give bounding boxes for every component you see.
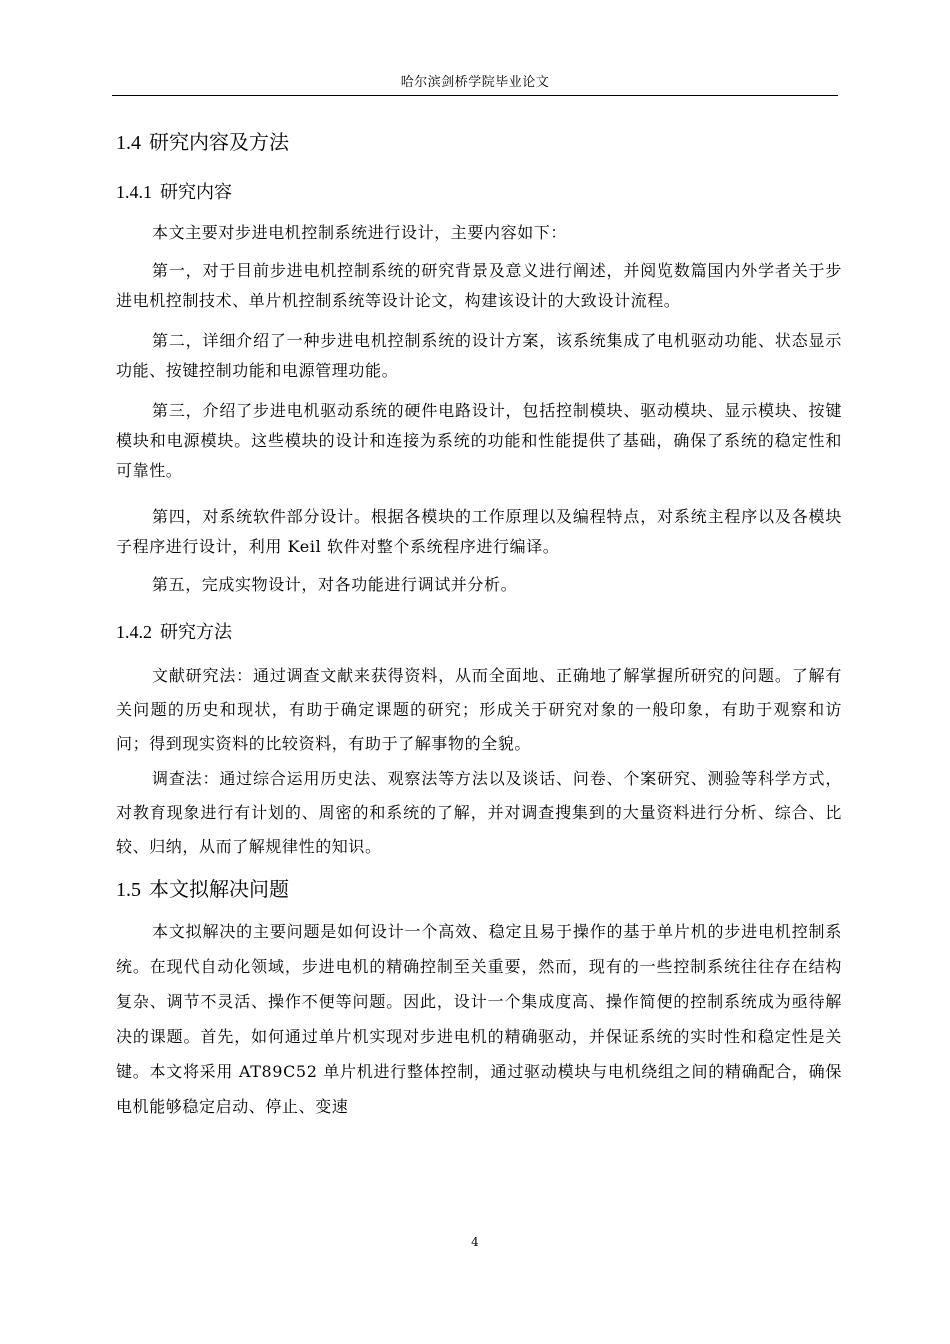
heading-1-4-1-title: 研究内容	[160, 182, 232, 203]
heading-1-5-number: 1.5	[116, 879, 141, 901]
paragraph-intro: 本文主要对步进电机控制系统进行设计，主要内容如下：	[152, 223, 568, 242]
paragraph-third: 第三，介绍了步进电机驱动系统的硬件电路设计，包括控制模块、驱动模块、显示模块、按键模块和电源模块。这些模块的设计和连接为系统的功能和性能提供了基础，确保了系统的稳定性和可靠性。	[116, 401, 842, 480]
heading-1-4-number: 1.4	[116, 132, 141, 154]
heading-1-5-title: 本文拟解决问题	[149, 877, 289, 901]
heading-1-4-2-number: 1.4.2	[116, 622, 152, 642]
paragraph-second: 第二，详细介绍了一种步进电机控制系统的设计方案，该系统集成了电机驱动功能、状态显示功能、按键控制功能和电源管理功能。	[116, 331, 842, 380]
heading-1-4-2	[116, 618, 232, 644]
paragraph-fifth: 第五，完成实物设计，对各功能进行调试并分析。	[152, 575, 518, 594]
paragraph-fourth: 第四，对系统软件部分设计。根据各模块的工作原理以及编程特点，对系统主程序以及各模块子程序进行设计，利用 Keil 软件对整个系统程序进行编译。	[116, 507, 842, 556]
heading-1-4	[116, 126, 289, 155]
header-rule	[112, 95, 838, 96]
heading-1-4-title: 研究内容及方法	[149, 130, 289, 154]
heading-1-5	[116, 873, 289, 902]
heading-1-4-1-number: 1.4.1	[116, 182, 152, 202]
page-number: 4	[471, 1235, 479, 1249]
running-header: 哈尔滨剑桥学院毕业论文	[400, 75, 550, 90]
heading-1-4-2-title: 研究方法	[160, 622, 232, 643]
paragraph-first: 第一，对于目前步进电机控制系统的研究背景及意义进行阐述，并阅览数篇国内外学者关于步进电机控制技术、单片机控制系统等设计论文，构建该设计的大致设计流程。	[116, 261, 842, 310]
paragraph-method-survey: 调查法：通过综合运用历史法、观察法等方法以及谈话、问卷、个案研究、测验等科学方式，对教育现象进行有计划的、周密的和系统的了解，并对调查搜集到的大量资料进行分析、综合、比较、归纳，从而了解规律性的知识。	[116, 769, 842, 856]
paragraph-problem: 本文拟解决的主要问题是如何设计一个高效、稳定且易于操作的基于单片机的步进电机控制系统。在现代自动化领域，步进电机的精确控制至关重要，然而，现有的一些控制系统往往存在结构复杂、调节不灵活、操作不便等问题。因此，设计一个集成度高、操作简便的控制系统成为亟待解决的课题。首先，如何通过单片机实现对步进电机的精确驱动，并保证系统的实时性和稳定性是关键。本文将采用 AT89C52 单片机进行整体控制，通过驱动模块与电机绕组之间的精确配合，确保电机能够稳定启动、停止、变速	[116, 922, 842, 1116]
heading-1-4-1	[116, 178, 232, 204]
paragraph-method-literature: 文献研究法：通过调查文献来获得资料，从而全面地、正确地了解掌握所研究的问题。了解有关问题的历史和现状，有助于确定课题的研究；形成关于研究对象的一般印象，有助于观察和访问；得到现实资料的比较资料，有助于了解事物的全貌。	[116, 666, 842, 753]
